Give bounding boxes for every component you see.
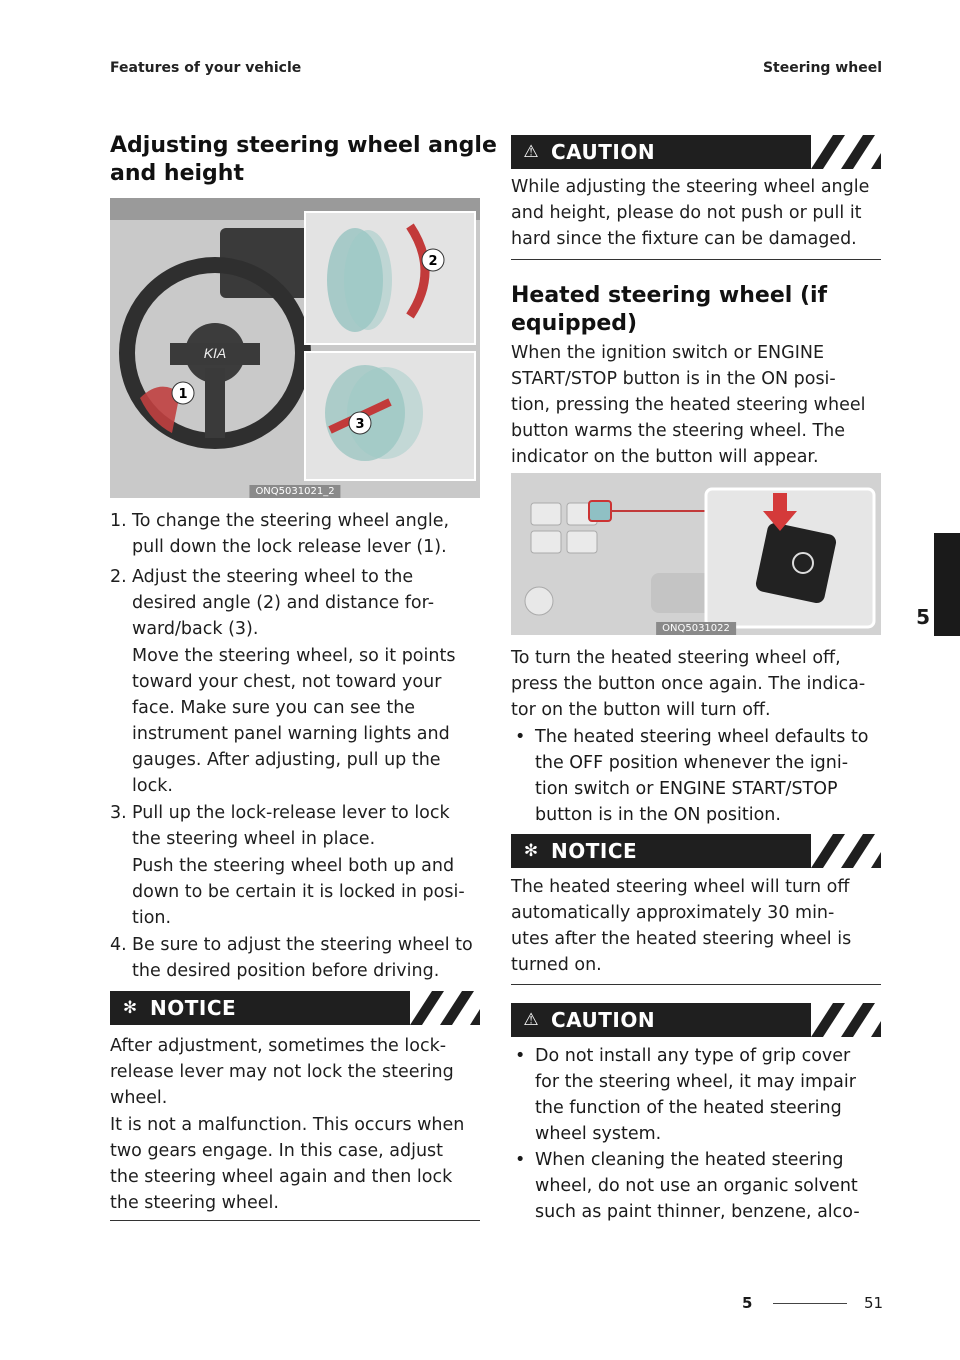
caution-1-rule xyxy=(511,259,881,260)
line: When cleaning the heated steering xyxy=(535,1150,844,1170)
hazard-stripes-icon xyxy=(811,834,881,868)
svg-text:KIA: KIA xyxy=(203,345,227,361)
line: tion switch or ENGINE START/STOP xyxy=(535,779,838,799)
section-title-adjusting xyxy=(110,132,497,188)
line: While adjusting the steering wheel angle xyxy=(511,177,870,197)
title-line-2: and height xyxy=(110,161,244,186)
line: tion, pressing the heated steering wheel xyxy=(511,395,866,415)
step-number: 3. xyxy=(110,803,127,823)
step-text xyxy=(132,853,465,931)
footer-page-number: 51 xyxy=(864,1294,884,1312)
line: wheel system. xyxy=(535,1124,662,1144)
line: down to be certain it is locked in posi- xyxy=(132,882,465,902)
line: desired angle (2) and distance for- xyxy=(132,593,435,613)
callout-1: 1 xyxy=(178,387,188,402)
line: toward your chest, not toward your xyxy=(132,672,442,692)
bullet-text xyxy=(535,1043,856,1147)
callout-2: 2 xyxy=(428,254,438,269)
line: START/STOP button is in the ON posi- xyxy=(511,369,836,389)
line: release lever may not lock the steering xyxy=(110,1062,454,1082)
notice-title: NOTICE xyxy=(551,839,638,863)
line: instrument panel warning lights and xyxy=(132,724,450,744)
step-text xyxy=(132,643,455,799)
line: ward/back (3). xyxy=(132,619,259,639)
line: automatically approximately 30 min- xyxy=(511,903,835,923)
notice-banner-left xyxy=(110,991,480,1025)
warning-triangle-icon: ⚠ xyxy=(523,1010,539,1030)
line: and height, please do not push or pull it xyxy=(511,203,862,223)
line: Adjust the steering wheel to the xyxy=(132,567,414,587)
line: Be sure to adjust the steering wheel to xyxy=(132,935,473,955)
step-number: 2. xyxy=(110,567,127,587)
step-text xyxy=(132,932,473,984)
line: wheel. xyxy=(110,1088,168,1108)
line: gauges. After adjusting, pull up the xyxy=(132,750,441,770)
steering-adjust-figure xyxy=(110,198,480,498)
line: turned on. xyxy=(511,955,602,975)
step-number: 1. xyxy=(110,511,127,531)
notice-left-para-1 xyxy=(110,1033,480,1111)
step-text xyxy=(132,800,450,852)
line: wheel, do not use an organic solvent xyxy=(535,1176,858,1196)
asterisk-icon: ✻ xyxy=(122,998,138,1018)
line: the steering wheel in place. xyxy=(132,829,376,849)
notice-left-rule xyxy=(110,1220,480,1221)
line: It is not a malfunction. This occurs when xyxy=(110,1115,465,1135)
caution-title: CAUTION xyxy=(551,140,656,164)
title-line-1: Adjusting steering wheel angle xyxy=(110,133,497,158)
line: To turn the heated steering wheel off, xyxy=(511,648,841,668)
line: the steering wheel again and then lock xyxy=(110,1167,453,1187)
line: face. Make sure you can see the xyxy=(132,698,416,718)
notice-banner-right xyxy=(511,834,881,868)
line: for the steering wheel, it may impair xyxy=(535,1072,856,1092)
line: Push the steering wheel both up and xyxy=(132,856,455,876)
chapter-tab xyxy=(934,533,960,636)
line: the function of the heated steering xyxy=(535,1098,842,1118)
line: Pull up the lock-release lever to lock xyxy=(132,803,450,823)
turn-off-text xyxy=(511,645,886,723)
title-line-1: Heated steering wheel (if xyxy=(511,283,828,308)
line: two gears engage. In this case, adjust xyxy=(110,1141,444,1161)
footer-chapter: 5 xyxy=(742,1294,753,1312)
line: button warms the steering wheel. The xyxy=(511,421,846,441)
bullet-text xyxy=(535,1147,860,1225)
line: button is in the ON position. xyxy=(535,805,781,825)
asterisk-icon: ✻ xyxy=(523,841,539,861)
line: the desired position before driving. xyxy=(132,961,440,981)
bullet-text xyxy=(535,724,869,828)
running-header-topic: Steering wheel xyxy=(762,60,882,76)
footer-divider xyxy=(773,1303,847,1304)
line: tion. xyxy=(132,908,172,928)
bullet-dot: • xyxy=(515,727,526,747)
line: lock. xyxy=(132,776,173,796)
figure-caption: ONQ5031022 xyxy=(656,622,736,635)
step-text xyxy=(132,508,449,560)
line: The heated steering wheel will turn off xyxy=(511,877,850,897)
line: pull down the lock release lever (1). xyxy=(132,537,447,557)
notice-left-para-2 xyxy=(110,1112,485,1216)
line: the steering wheel. xyxy=(110,1193,279,1213)
step-number: 4. xyxy=(110,935,127,955)
heated-button-figure xyxy=(511,473,881,635)
section-title-heated xyxy=(511,282,827,338)
line: The heated steering wheel defaults to xyxy=(535,727,869,747)
line: the OFF position whenever the igni- xyxy=(535,753,849,773)
chapter-tab-number: 5 xyxy=(916,605,930,629)
line: After adjustment, sometimes the lock- xyxy=(110,1036,447,1056)
line: press the button once again. The indica- xyxy=(511,674,866,694)
caution-title: CAUTION xyxy=(551,1008,656,1032)
hazard-stripes-icon xyxy=(410,991,480,1025)
line: hard since the fixture can be damaged. xyxy=(511,229,857,249)
notice-right-text xyxy=(511,874,886,978)
line: tor on the button will turn off. xyxy=(511,700,771,720)
hazard-stripes-icon xyxy=(811,1003,881,1037)
figure-caption: ONQ5031021_2 xyxy=(249,485,340,498)
caution-banner-2 xyxy=(511,1003,881,1037)
caution-banner-1 xyxy=(511,135,881,169)
hazard-stripes-icon xyxy=(811,135,881,169)
line: When the ignition switch or ENGINE xyxy=(511,343,825,363)
running-header-section: Features of your vehicle xyxy=(110,60,302,76)
line: To change the steering wheel angle, xyxy=(132,511,450,531)
step-text xyxy=(132,564,434,642)
bullet-dot: • xyxy=(515,1046,526,1066)
heated-intro xyxy=(511,340,886,470)
line: utes after the heated steering wheel is xyxy=(511,929,852,949)
bullet-dot: • xyxy=(515,1150,526,1170)
line: Move the steering wheel, so it points xyxy=(132,646,456,666)
warning-triangle-icon: ⚠ xyxy=(523,142,539,162)
caution-1-text xyxy=(511,174,886,252)
line: Do not install any type of grip cover xyxy=(535,1046,851,1066)
steering-adjust-illustration xyxy=(110,198,480,498)
callout-3: 3 xyxy=(355,417,365,432)
line: such as paint thinner, benzene, alco- xyxy=(535,1202,860,1222)
notice-right-rule xyxy=(511,984,881,985)
title-line-2: equipped) xyxy=(511,311,638,336)
notice-title: NOTICE xyxy=(150,996,237,1020)
line: indicator on the button will appear. xyxy=(511,447,819,467)
heated-button-illustration xyxy=(511,473,881,635)
